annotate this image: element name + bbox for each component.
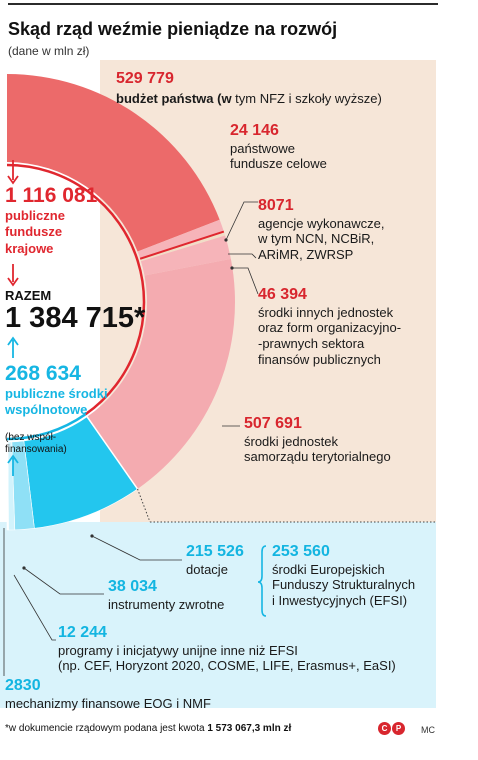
leader-dot-1 [230,266,233,269]
label-eog-text: mechanizmy finansowe EOG i NMF [5,695,211,711]
footnote-value: 1 573 067,3 mln zł [207,723,292,734]
label-samorzad-value: 507 691 [244,415,302,432]
label-programy-line2: (np. CEF, Horyzont 2020, COSME, LIFE, Erasmus+, EaSI) [58,658,396,674]
label-fundusze [230,121,327,172]
label-inne-value: 46 394 [258,286,307,303]
leader-inne [232,268,258,294]
label-zwrotne-value: 38 034 [108,578,157,595]
label-eog-value: 2830 [5,677,41,694]
footnote-prefix: *w dokumencie rządowym podana jest kwota [5,723,208,734]
chart-subtitle: (dane w mln zł) [8,44,90,58]
label-zwrotne-text: instrumenty zwrotne [108,596,225,612]
label-efsi-line2: Funduszy Strukturalnych [272,577,416,593]
leader-agencje [226,202,258,240]
efsi-bracket [258,546,266,616]
label-fundusze-value: 24 146 [230,122,279,139]
label-programy [58,623,396,674]
publisher-logo [378,722,406,735]
chart-title: Skąd rząd weźmie pieniądze na rozwój [8,19,338,39]
leader-dot-3 [22,566,25,569]
label-agencje [258,196,384,263]
leader-programy [14,575,56,640]
label-budzet-text: tym NFZ i szkoły wyższe) [231,90,382,106]
krajowe-value: 1 116 081 [5,184,98,207]
label-agencje-value: 8071 [258,197,294,214]
label-agencje-line1: agencje wykonawcze, [258,215,385,231]
label-samorzad [244,414,391,465]
label-fundusze-line1: państwowe [230,140,296,156]
razem-value: 1 384 715* [5,302,146,334]
label-dotacje-text: dotacje [186,561,228,577]
label-eog [5,676,211,711]
logo-letter-p: P [392,722,405,735]
logo-letter-c: C [378,722,391,735]
label-programy-value: 12 244 [58,624,107,641]
footnote [5,723,291,734]
label-inne [258,285,401,368]
label-dotacje-value: 215 526 [186,543,244,560]
leader-zwrotne [24,568,104,594]
krajowe-label: publiczne fundusze krajowe [5,208,65,256]
leader-agencje-2 [228,254,256,258]
label-agencje-line3: ARiMR, ZWRSP [258,247,354,263]
label-inne-line2: oraz form organizacyjno- [258,320,402,336]
label-dotacje [186,542,244,577]
label-budzet-text-bold: budżet państwa (w [116,90,232,106]
label-fundusze-line2: fundusze celowe [230,156,327,172]
label-programy-line1: programy i inicjatywy unijne inne niż EFSI [58,642,298,658]
label-inne-line4: finansów publicznych [258,352,381,368]
separator-dotted-line [138,489,150,522]
label-budzet-value: 529 779 [116,70,174,87]
wspolnotowe-note: (bez współ-finansowania) [5,432,67,455]
label-budzet [116,69,382,108]
label-agencje-line2: w tym NCN, NCBiR, [258,231,375,247]
label-samorzad-line1: środki jednostek [244,433,338,449]
label-efsi-value: 253 560 [272,543,330,560]
wspolnotowe-value: 268 634 [5,362,81,385]
label-efsi-line3: i Inwestycyjnych (EFSI) [272,593,408,609]
label-efsi-line1: środki Europejskich [272,561,385,577]
label-inne-line3: -prawnych sektora [258,336,365,352]
label-samorzad-line2: samorządu terytorialnego [244,449,391,465]
label-zwrotne [108,577,224,612]
author-credit: MC [421,725,435,735]
wspolnotowe-label: publiczne środki wspólnotowe [5,386,108,417]
label-inne-line1: środki innych jednostek [258,304,394,320]
label-efsi [272,542,415,609]
leader-dot-0 [224,238,227,241]
leader-dot-2 [90,534,93,537]
razem-label: RAZEM [5,288,52,303]
leader-dotacje [92,536,182,560]
